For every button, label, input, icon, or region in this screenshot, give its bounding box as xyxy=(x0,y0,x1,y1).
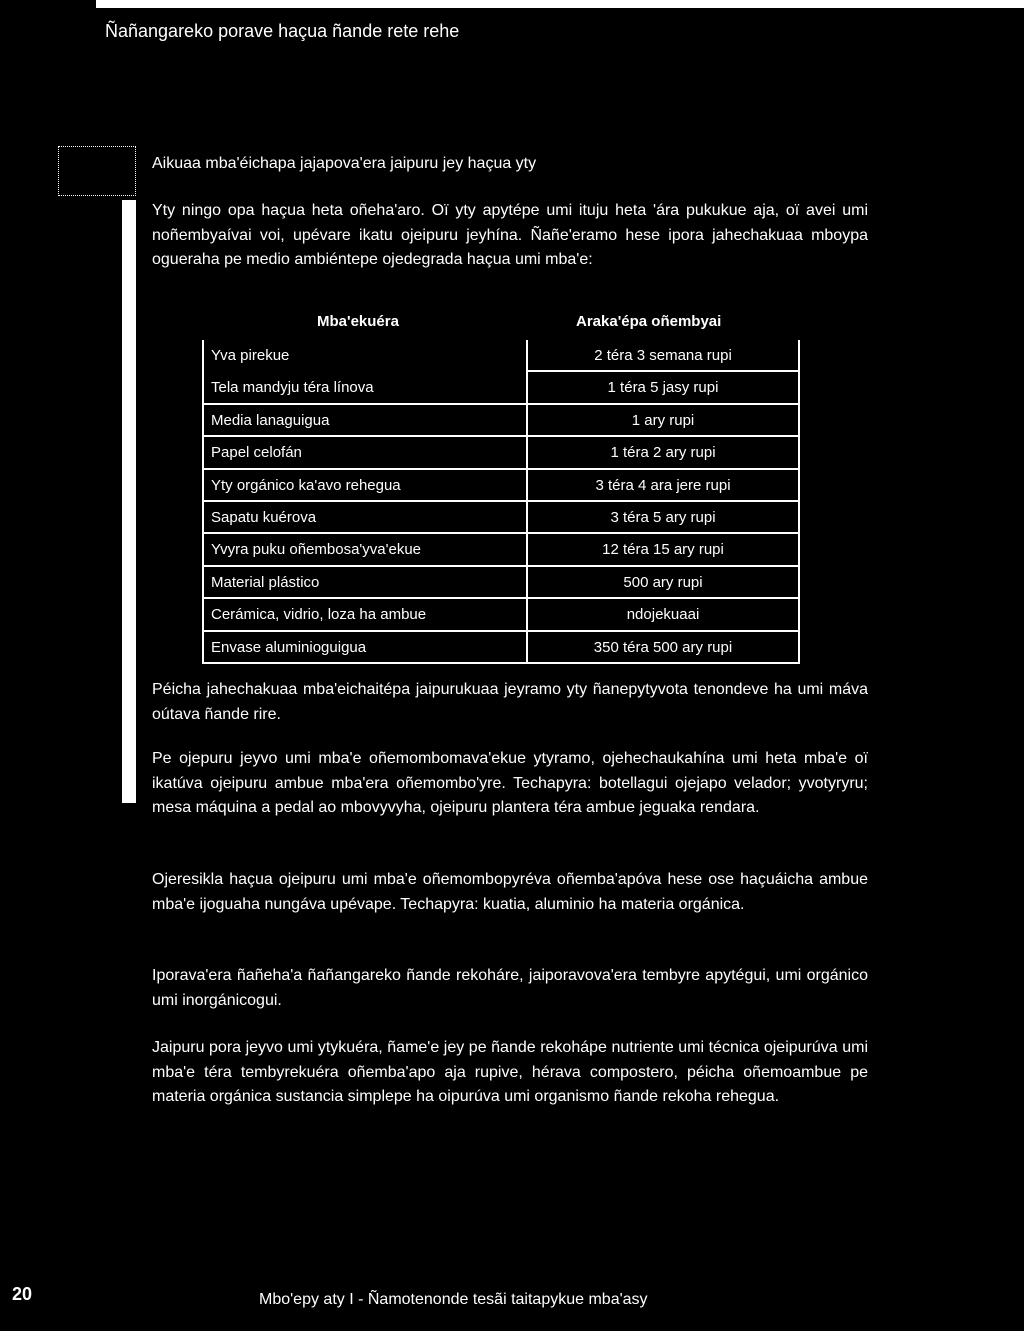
table-row xyxy=(202,502,800,534)
degradation-table xyxy=(202,340,800,664)
table-cell-time: 3 téra 4 ara jere rupi xyxy=(595,476,731,494)
table-cell-item: Yva pirekue xyxy=(211,347,290,364)
top-rule xyxy=(96,0,1024,8)
section-marker-box xyxy=(58,146,136,196)
table-row xyxy=(202,632,800,664)
table-cell-time: 1 téra 2 ary rupi xyxy=(610,444,716,462)
table-cell-time: 3 téra 5 ary rupi xyxy=(610,508,716,526)
table-row xyxy=(202,405,800,437)
table-row xyxy=(202,599,800,631)
table-cell-item: Yty orgánico ka'avo rehegua xyxy=(211,476,401,494)
body-paragraph-3: Ojeresikla haçua ojeipuru umi mba'e oñemombopyréva oñemba'apóva hese ose haçuáicha ambue mba'e ijoguaha nungáva upévape. Techapyra: kuatia, aluminio ha materia orgánica. xyxy=(152,871,868,913)
table-row xyxy=(202,470,800,502)
table-row xyxy=(202,340,800,372)
table-cell-item: Papel celofán xyxy=(211,444,302,462)
footer-text: Mbo'epy aty I - Ñamotenonde tesãi taitapykue mba'asy xyxy=(259,1291,648,1308)
table-row xyxy=(202,437,800,469)
body-paragraph-2: Pe ojepuru jeyvo umi mba'e oñemombomava'ekue ytyramo, ojehechaukahína umi heta mba'e oï ikatúva ojeipuru ambue mba'era oñemombo'yre. Techapyra: botellagui ojejapo velador; yvotyryru; mesa máquina a pedal ao mbovyvyha, ojeipuru plantera téra ambue jeguaka rendara. xyxy=(152,750,868,816)
table-cell-item: Cerámica, vidrio, loza ha ambue xyxy=(211,606,427,624)
table-cell-time: 350 téra 500 ary rupi xyxy=(593,638,733,656)
table-cell-item: Material plástico xyxy=(211,573,320,591)
intro-paragraph: Yty ningo opa haçua heta oñeha'aro. Oï yty apytépe umi ituju heta 'ára pukukue aja, oï avei umi noñembyaívai voi, upévare ikatu ojeipuru jeyhína. Ñañe'eramo hese ipora jahechakuaa mboypa ogueraha pe medio ambiéntepe ojedegrada haçua umi mba'e: xyxy=(152,202,868,268)
page-number: 20 xyxy=(12,1284,33,1304)
table-cell-item: Yvyra puku oñembosa'yva'ekue xyxy=(211,541,422,559)
table-cell-time: 12 téra 15 ary rupi xyxy=(602,541,724,559)
table-header-time: Araka'épa oñembyai xyxy=(576,313,722,330)
table-cell-time: 2 téra 3 semana rupi xyxy=(594,347,732,364)
table-cell-time: 500 ary rupi xyxy=(623,573,703,591)
side-bar xyxy=(122,200,136,803)
table-cell-item: Media lanaguigua xyxy=(211,411,330,429)
table-cell-item: Tela mandyju téra línova xyxy=(211,379,374,397)
table-cell-time: ndojekuaai xyxy=(626,606,700,624)
table-cell-item: Envase aluminioguigua xyxy=(211,638,367,656)
section-title: Aikuaa mba'éichapa jajapova'era jaipuru jey haçua yty xyxy=(152,155,537,172)
table-headings xyxy=(152,313,868,335)
table-row xyxy=(202,534,800,566)
table-row xyxy=(202,372,800,404)
running-head: Ñañangareko porave haçua ñande rete rehe xyxy=(105,21,460,41)
table-row xyxy=(202,567,800,599)
table-cell-time: 1 ary rupi xyxy=(631,411,695,429)
body-paragraph-5: Jaipuru pora jeyvo umi ytykuéra, ñame'e jey pe ñande rekohápe nutriente umi técnica ojeipurúva umi mba'e téra tembyrekuéra oñemba'apo aja rupive, hérava compostero, péicha oñemoambue pe materia orgánica sustancia simplepe ha oipurúva umi organismo ñande rekoha rehegua. xyxy=(152,1039,868,1105)
body-paragraph-4: Iporava'era ñañeha'a ñañangareko ñande rekoháre, jaiporavova'era tembyre apytégui, umi orgánico umi inorgánicogui. xyxy=(152,967,868,1009)
table-cell-time: 1 téra 5 jasy rupi xyxy=(607,379,719,397)
table-header-items: Mba'ekuéra xyxy=(317,313,399,330)
body-paragraph-1: Péicha jahechakuaa mba'eichaitépa jaipurukuaa jeyramo yty ñanepytyvota tenondeve ha umi máva oútava ñande rire. xyxy=(152,681,868,723)
table-cell-item: Sapatu kuérova xyxy=(211,508,317,526)
